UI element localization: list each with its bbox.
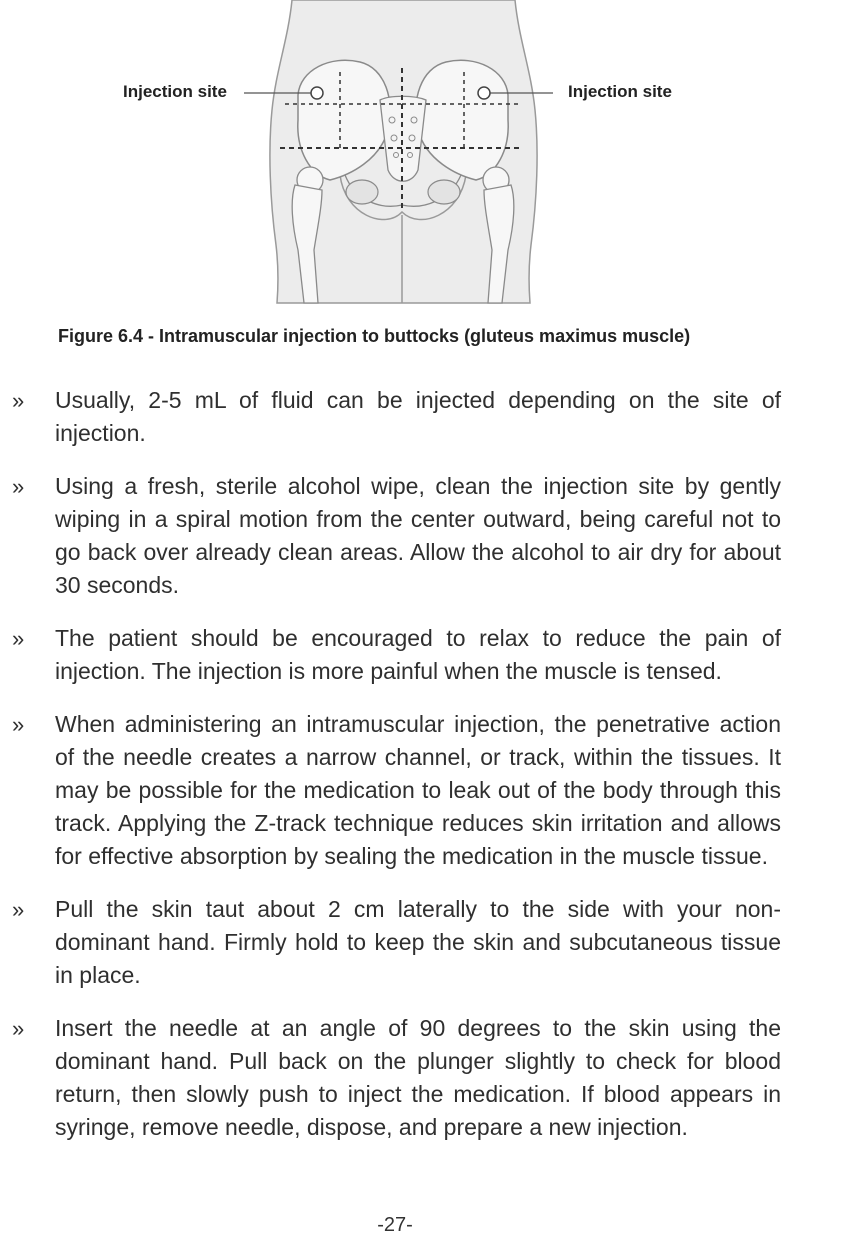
list-item: [0, 470, 781, 602]
list-item: [0, 384, 781, 450]
bullet-marker: »: [12, 897, 25, 922]
list-item-text: Usually, 2-5 mL of fluid can be injected depending on the site of injection.: [55, 387, 781, 446]
left-injection-site-marker: [311, 87, 323, 99]
figure-gluteus-injection: [0, 0, 850, 310]
instruction-list: [0, 384, 850, 1164]
list-item: [0, 708, 781, 873]
bullet-marker: »: [12, 388, 25, 413]
list-item-text: Insert the needle at an angle of 90 degrees to the skin using the dominant hand. Pull back on the plunger slightly to check for blood return, then slowly push to inject the medication. If blood appears in syringe, remove needle, dispose, and prepare a new injection.: [55, 1015, 781, 1140]
pelvis-illustration: [0, 0, 850, 310]
list-item: [0, 1012, 781, 1144]
page-number: -27-: [377, 1214, 413, 1236]
right-injection-site-marker: [478, 87, 490, 99]
list-item-text: Using a fresh, sterile alcohol wipe, clean the injection site by gently wiping in a spiral motion from the center outward, being careful not to go back over already clean areas. Allow the alcohol to air dry for about 30 seconds.: [55, 473, 781, 598]
list-item-text: The patient should be encouraged to relax to reduce the pain of injection. The injection is more painful when the muscle is tensed.: [55, 625, 781, 684]
list-item-text: When administering an intramuscular injection, the penetrative action of the needle creates a narrow channel, or track, within the tissues. It may be possible for the medication to leak out of the body through this track. Applying the Z-track technique reduces skin irritation and allows for effective absorption by sealing the medication in the muscle tissue.: [55, 711, 781, 869]
bullet-marker: »: [12, 1016, 25, 1041]
figure-caption: Figure 6.4 - Intramuscular injection to buttocks (gluteus maximus muscle): [58, 326, 691, 346]
right-injection-site-label: Injection site: [568, 82, 672, 101]
list-item: [0, 893, 781, 992]
list-item: [0, 622, 781, 688]
bullet-marker: »: [12, 626, 25, 651]
bullet-marker: »: [12, 712, 25, 737]
left-injection-site-label: Injection site: [123, 82, 227, 101]
bullet-marker: »: [12, 474, 25, 499]
list-item-text: Pull the skin taut about 2 cm laterally to the side with your non-dominant hand. Firmly hold to keep the skin and subcutaneous tissue in place.: [55, 896, 781, 988]
